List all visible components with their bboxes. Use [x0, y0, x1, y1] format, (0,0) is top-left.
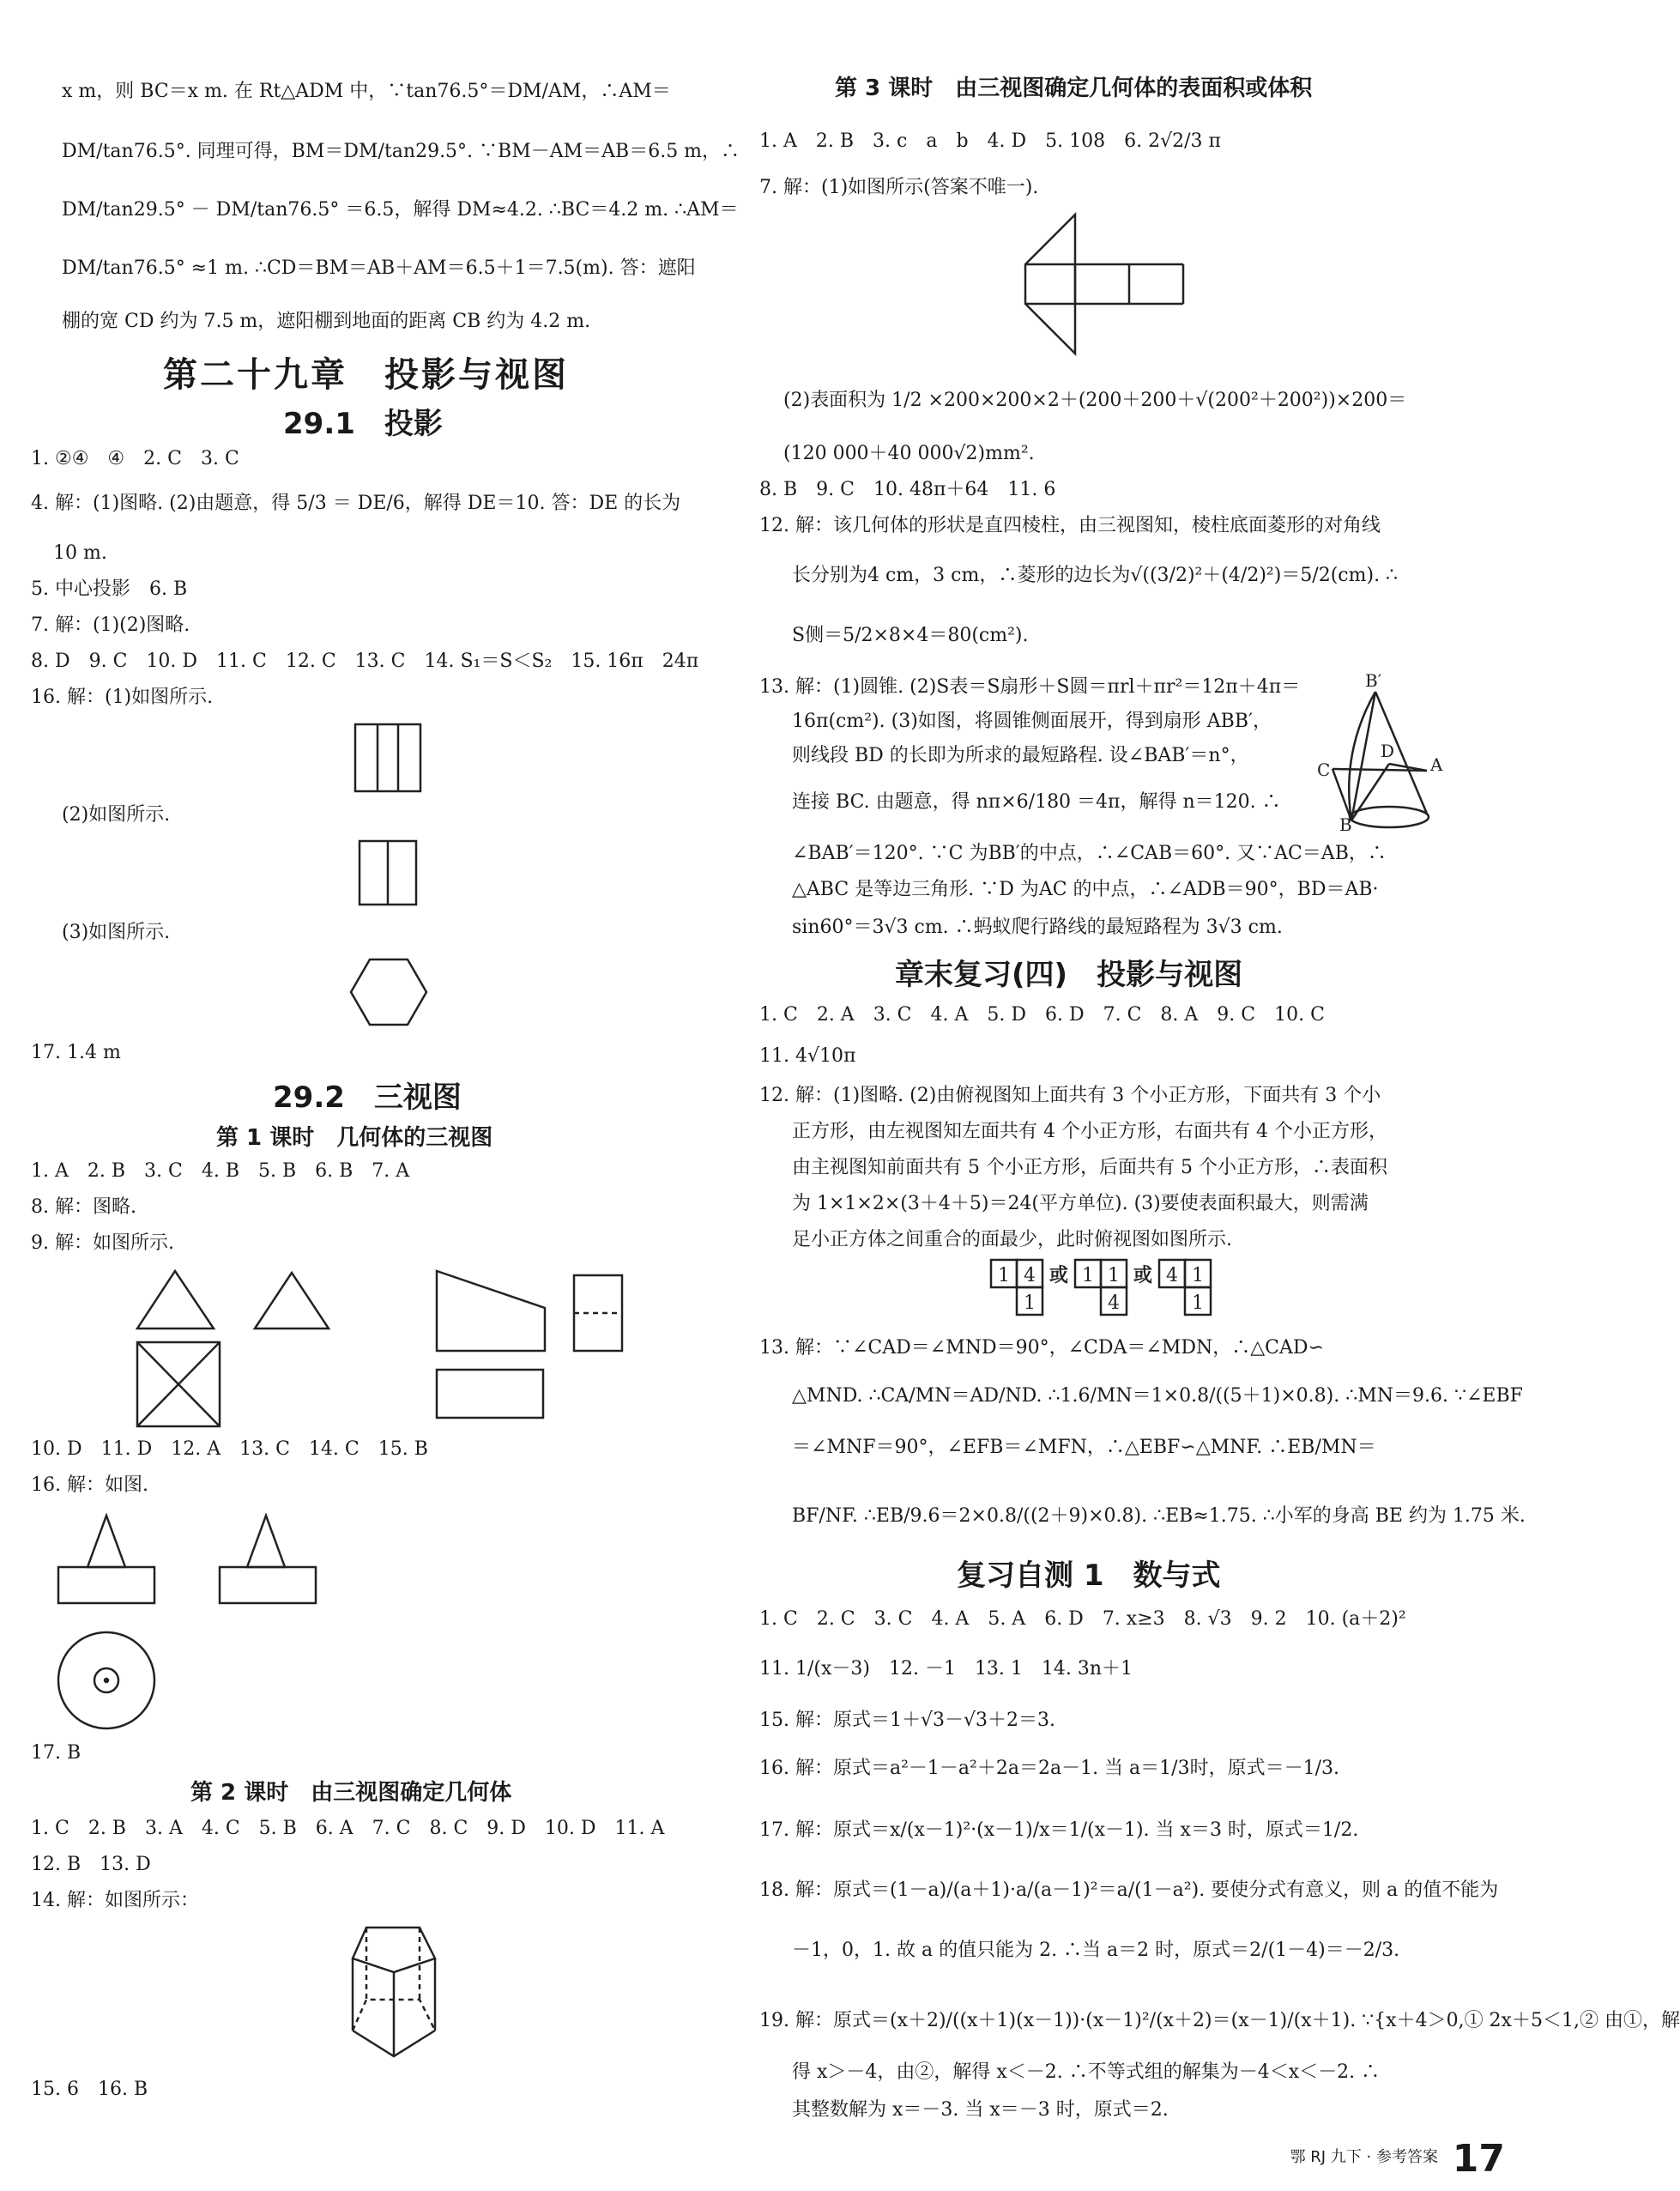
text-line: 13. 解：(1)圆锥. (2)S表＝S扇形＋S圆＝πrl＋πr²＝12π＋4π＝ [759, 676, 1301, 698]
text-line: 17. 1.4 m [31, 1042, 121, 1063]
text-line: 1. A 2. B 3. C 4. B 5. B 6. B 7. A [31, 1160, 410, 1182]
text-line: ＝∠MNF＝90°，∠EFB＝∠MFN，∴△EBF∽△MNF. ∴EB/MN＝ [792, 1437, 1376, 1458]
figure-three-views-q16 [57, 1512, 340, 1752]
figure-cone-unfolding [1317, 669, 1446, 841]
text-line: 12. 解：(1)图略. (2)由俯视图知上面共有 3 个小正方形，下面共有 3 个小 [759, 1085, 1381, 1106]
label-b-prime: B′ [1365, 670, 1382, 691]
text-line: 10. D 11. D 12. A 13. C 14. C 15. B [31, 1438, 428, 1460]
page-footer: 鄂 RJ 九下 · 参考答案 [1290, 2148, 1438, 2166]
text-line: BF/NF. ∴EB/9.6＝2×0.8/((2＋9)×0.8). ∴EB≈1.75. ∴小军的身高 BE 约为 1.75 米. [792, 1505, 1526, 1527]
label-a: A [1430, 754, 1443, 775]
grid-cell: 1 [1192, 1265, 1204, 1286]
label-c: C [1317, 760, 1331, 780]
grid-cell: 1 [1082, 1265, 1094, 1286]
text-line: 16. 解：原式＝a²－1－a²＋2a＝2a－1. 当 a＝1/3时，原式＝－1/3. [759, 1758, 1339, 1779]
text-line: 1. C 2. A 3. C 4. A 5. D 6. D 7. C 8. A 9. C 10. C [759, 1004, 1325, 1026]
text-line: 长分别为4 cm，3 cm，∴菱形的边长为√((3/2)²＋(4/2)²)＝5/2(cm). ∴ [792, 565, 1399, 586]
or-label: 或 [1133, 1264, 1153, 1286]
figure-rect-two-bars [358, 839, 418, 906]
grid-cell: 1 [1192, 1292, 1204, 1314]
text-line: 8. B 9. C 10. 48π＋64 11. 6 [759, 479, 1056, 500]
text-line: 则线段 BD 的长即为所求的最短路程. 设∠BAB′＝n°， [792, 745, 1249, 766]
text-line: (120 000＋40 000√2)mm². [783, 443, 1035, 464]
text-line: x m，则 BC＝x m. 在 Rt△ADM 中，∵tan76.5°＝DM/AM，∴AM＝ [62, 81, 671, 102]
figure-pentagonal-prism [349, 1924, 438, 2060]
text-line: 1. C 2. C 3. C 4. A 5. A 6. D 7. x≥3 8. √3 9. 2 10. (a＋2)² [759, 1608, 1406, 1630]
text-line: 连接 BC. 由题意，得 nπ×6/180 ＝4π，解得 n＝120. ∴ [792, 791, 1281, 813]
or-label: 或 [1049, 1264, 1069, 1286]
text-line: 由主视图知前面共有 5 个小正方形，后面共有 5 个小正方形，∴表面积 [792, 1157, 1387, 1178]
grid-cell: 1 [998, 1265, 1010, 1286]
text-line: sin60°＝3√3 cm. ∴蚂蚁爬行路线的最短路程为 3√3 cm. [792, 917, 1283, 938]
text-line: 正方形，由左视图知左面共有 4 个小正方形，右面共有 4 个小正方形， [792, 1121, 1387, 1142]
text-line: 12. B 13. D [31, 1854, 151, 1875]
text-line: 11. 1/(x－3) 12. －1 13. 1 14. 3n＋1 [759, 1658, 1133, 1680]
section-title: 29.1 投影 [283, 407, 443, 441]
text-line: 19. 解：原式＝(x＋2)/((x＋1)(x－1))·(x－1)²/(x＋2)＝(x－1)/(x＋1). ∵{x＋4＞0,① 2x＋5＜1,② 由①，解 [759, 2010, 1680, 2031]
text-line: 1. C 2. B 3. A 4. C 5. B 6. A 7. C 8. C 9. D 10. D 11. A [31, 1818, 665, 1839]
text-line: 7. 解：(1)如图所示(答案不唯一). [759, 177, 1039, 198]
text-line: 16. 解：(1)如图所示. [31, 687, 214, 708]
text-line: S侧＝5/2×8×4＝80(cm²). [792, 625, 1029, 646]
text-line: 10 m. [53, 542, 107, 564]
figure-rect-three-bars [354, 723, 422, 793]
lesson-title: 第 2 课时 由三视图确定几何体 [190, 1780, 512, 1806]
text-line: (2)表面积为 1/2 ×200×200×2＋(200＋200＋√(200²＋200²))×200＝ [783, 390, 1407, 411]
figure-three-views-q9 [135, 1268, 692, 1431]
figure-hexagon [349, 958, 428, 1026]
text-line: 17. B [31, 1742, 82, 1764]
text-line: DM/tan76.5°. 同理可得，BM＝DM/tan29.5°. ∵BM－AM＝AB＝6.5 m，∴ [62, 141, 740, 162]
text-line: 8. D 9. C 10. D 11. C 12. C 13. C 14. S₁＝S＜S₂ 15. 16π 24π [31, 651, 699, 672]
section-title: 29.2 三视图 [273, 1080, 462, 1115]
lesson-title: 第 3 课时 由三视图确定几何体的表面积或体积 [835, 76, 1313, 101]
figure-top-view-grids [989, 1256, 1264, 1323]
text-line: 7. 解：(1)(2)图略. [31, 614, 190, 636]
text-line: 15. 解：原式＝1＋√3－√3＋2＝3. [759, 1710, 1055, 1731]
page-number: 17 [1452, 2137, 1505, 2181]
section-title: 复习自测 1 数与式 [957, 1559, 1221, 1593]
grid-cell: 4 [1166, 1265, 1178, 1286]
text-line: 为 1×1×2×(3＋4＋5)＝24(平方单位). (3)要使表面积最大，则需满 [792, 1193, 1369, 1214]
text-line: 棚的宽 CD 约为 7.5 m，遮阳棚到地面的距离 CB 约为 4.2 m. [62, 311, 591, 332]
text-line: DM/tan29.5° － DM/tan76.5° ＝6.5，解得 DM≈4.2. ∴BC＝4.2 m. ∴AM＝ [62, 199, 739, 221]
text-line: (2)如图所示. [62, 804, 171, 826]
grid-cell: 4 [1108, 1292, 1120, 1314]
text-line: 14. 解：如图所示： [31, 1890, 199, 1911]
text-line: －1，0，1. 故 a 的值只能为 2. ∴当 a＝2 时，原式＝2/(1－4)＝－2/3. [792, 1940, 1400, 1961]
grid-cell: 4 [1024, 1265, 1036, 1286]
text-line: 12. 解：该几何体的形状是直四棱柱，由三视图知，棱柱底面菱形的对角线 [759, 515, 1381, 536]
text-line: 8. 解：图略. [31, 1196, 136, 1218]
text-line: 1. A 2. B 3. c a b 4. D 5. 108 6. 2√2/3 π [759, 130, 1221, 152]
text-line: 16. 解：如图. [31, 1474, 148, 1496]
text-line: 其整数解为 x＝－3. 当 x＝－3 时，原式＝2. [792, 2099, 1169, 2121]
grid-cell: 1 [1108, 1265, 1120, 1286]
text-line: 得 x＞－4，由②，解得 x＜－2. ∴不等式组的解集为－4＜x＜－2. ∴ [792, 2061, 1381, 2083]
text-line: 5. 中心投影 6. B [31, 578, 188, 600]
text-line: ∠BAB′＝120°. ∵C 为BB′的中点，∴∠CAB＝60°. 又∵AC＝AB，∴ [792, 843, 1387, 864]
text-line: 16π(cm²). (3)如图，将圆锥侧面展开，得到扇形 ABB′， [792, 711, 1272, 732]
text-line: 11. 4√10π [759, 1045, 856, 1067]
text-line: 4. 解：(1)图略. (2)由题意，得 5/3 ＝ DE/6，解得 DE＝10. 答：DE 的长为 [31, 493, 681, 514]
text-line: 9. 解：如图所示. [31, 1232, 174, 1254]
figure-prism-net [1024, 213, 1185, 355]
text-line: 1. ②④ ④ 2. C 3. C [31, 448, 239, 469]
text-line: 17. 解：原式＝x/(x－1)²·(x－1)/x＝1/(x－1). 当 x＝3 时，原式＝1/2. [759, 1819, 1359, 1841]
text-line: △MND. ∴CA/MN＝AD/ND. ∴1.6/MN＝1×0.8/((5＋1)×0.8). ∴MN＝9.6. ∵∠EBF [792, 1385, 1523, 1407]
text-line: 足小正方体之间重合的面最少，此时俯视图如图所示. [792, 1229, 1232, 1250]
text-line: DM/tan76.5° ≈1 m. ∴CD＝BM＝AB＋AM＝6.5＋1＝7.5(m). 答：遮阳 [62, 257, 696, 279]
text-line: △ABC 是等边三角形. ∵D 为AC 的中点，∴∠ADB＝90°，BD＝AB· [792, 879, 1379, 900]
chapter-title: 第二十九章 投影与视图 [163, 355, 569, 395]
grid-cell: 1 [1024, 1292, 1036, 1314]
text-line: 15. 6 16. B [31, 2079, 148, 2100]
label-d: D [1381, 741, 1395, 761]
text-line: (3)如图所示. [62, 922, 171, 943]
text-line: 13. 解：∵∠CAD＝∠MND＝90°，∠CDA＝∠MDN，∴△CAD∽ [759, 1337, 1324, 1359]
lesson-title: 第 1 课时 几何体的三视图 [216, 1125, 493, 1151]
label-b: B [1339, 814, 1352, 835]
text-line: 18. 解：原式＝(1－a)/(a＋1)·a/(a－1)²＝a/(1－a²). 要使分式有意义，则 a 的值不能为 [759, 1879, 1499, 1901]
section-title: 章末复习(四) 投影与视图 [895, 958, 1243, 992]
